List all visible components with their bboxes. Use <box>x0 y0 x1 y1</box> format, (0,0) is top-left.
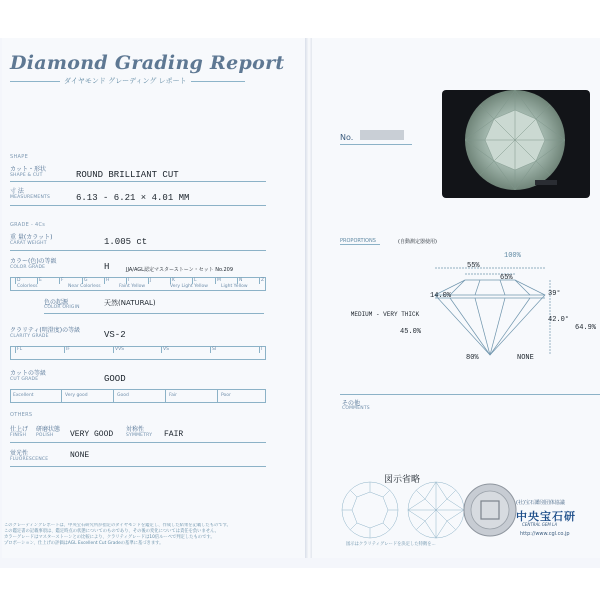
symmetry-value: FAIR <box>164 430 184 439</box>
fluorescence-value: NONE <box>70 451 90 460</box>
clarity-scale-grade-label: IF <box>66 347 70 352</box>
others-section-header: OTHERS <box>10 412 33 418</box>
symmetry-label-jp: 対称性 <box>126 426 145 433</box>
color-scale-range-label: Colorless <box>17 284 38 289</box>
cut-scale-label: Excellent <box>13 393 34 398</box>
symmetry-label-en: SYMMETRY <box>126 433 153 438</box>
shape-rule <box>10 181 266 182</box>
clarity-scale-tick <box>161 347 162 353</box>
clarity-value: VS-2 <box>104 330 126 340</box>
cut-scale-label: Fair <box>169 393 178 398</box>
finish-label-jp: 仕上げ <box>10 426 29 433</box>
lab-name-en: CENTRAL GEM LA <box>522 522 558 527</box>
clarity-scale-tick <box>113 347 114 353</box>
origin-label-jp: 色の起源 <box>44 299 69 306</box>
origin-value: 天然(NATURAL) <box>104 299 156 307</box>
color-scale-tick <box>104 278 105 284</box>
color-scale-grade-label: N <box>239 278 243 283</box>
finish-rule <box>10 442 266 443</box>
color-scale-tick <box>148 278 152 284</box>
fluorescence-label-jp: 蛍光性 <box>10 450 29 457</box>
report-number-label: No. <box>340 133 354 142</box>
cut-scale <box>10 389 266 403</box>
cut-scale-divider <box>113 390 114 402</box>
grade-section-header: GRADE - 4Cs <box>10 222 46 228</box>
color-scale-tick <box>215 278 216 284</box>
clarity-scale-grade-label: FL <box>17 347 23 352</box>
color-scale-grade-label: J <box>150 278 152 283</box>
clarity-scale-tick <box>64 347 65 353</box>
footnote-line: この鑑定書の記載事項は、鑑定時点の状態についてのものであり、その後の変化については責任を負いません。 <box>4 529 219 534</box>
finish-label-en: FINISH <box>10 433 27 438</box>
report-title: Diamond Grading Report <box>10 52 285 74</box>
cut-scale-divider <box>61 390 62 402</box>
origin-rule <box>44 313 264 314</box>
color-scale-range-label: Very Light Yellow <box>170 284 208 289</box>
proportions-rule <box>340 244 380 245</box>
color-scale-tick <box>259 278 260 284</box>
crown-height: 14.0% <box>430 292 452 300</box>
color-scale-tick <box>59 278 60 284</box>
clarity-label-en: CLARITY GRADE <box>10 334 49 339</box>
color-scale <box>10 277 266 291</box>
clarity-scale <box>10 346 266 360</box>
cut-scale-divider <box>217 390 218 402</box>
color-value: H <box>104 262 110 272</box>
culet-value: NONE <box>517 354 534 362</box>
fluorescence-rule <box>10 466 266 467</box>
diameter-pct: 100% <box>504 252 521 260</box>
crown-angle: 39° <box>548 290 561 298</box>
pavilion-angle: 42.0° <box>548 316 570 324</box>
cut-scale-label: Poor <box>221 393 231 398</box>
clarity-scale-tick <box>15 347 16 353</box>
footnote-line: このグレーディングレポートは、中央宝石研究所が指定のダイヤモンドを鑑定し、作成した結果を記載したものです。 <box>4 523 231 528</box>
diamond-photo <box>463 88 567 192</box>
lower-half-pct: 80% <box>466 354 479 362</box>
shape-label-jp: カット・形状 <box>10 166 46 173</box>
lab-name-jp: 中央宝石研 <box>516 510 576 523</box>
color-scale-grade-label: Z <box>261 278 265 283</box>
clarity-plot-diagrams <box>340 480 520 542</box>
measurements-label-jp: 寸 法 <box>10 188 24 195</box>
clarity-scale-tick <box>210 347 211 353</box>
color-scale-grade-label: E <box>39 278 42 283</box>
color-scale-grade-label: G <box>84 278 88 283</box>
pavilion-depth: 45.0% <box>400 328 422 336</box>
report-subtitle: ダイヤモンド グレーディング レポート <box>60 76 191 86</box>
diagram-omitted-label: 図示省略 <box>384 475 421 485</box>
comments-top-rule <box>340 394 600 395</box>
shape-label-en: SHAPE & CUT <box>10 173 43 178</box>
measurements-value: 6.13 - 6.21 × 4.01 MM <box>76 193 190 203</box>
color-scale-grade-label: M <box>217 278 221 283</box>
clarity-label-jp: クラリティ(明澄度)の等級 <box>10 327 81 334</box>
polish-value: VERY GOOD <box>70 430 114 439</box>
cut-label-en: CUT GRADE <box>10 377 39 382</box>
table-pct: 55% <box>467 262 480 270</box>
report-number-redacted <box>360 130 404 140</box>
polish-label-jp: 研磨状態 <box>36 426 61 433</box>
measurements-rule <box>10 205 266 206</box>
color-scale-range-label: Light Yellow <box>221 284 248 289</box>
shape-value: ROUND BRILLIANT CUT <box>76 170 179 180</box>
left-footnotes <box>4 523 299 547</box>
color-scale-grade-label: L <box>194 278 197 283</box>
proportions-label: PROPORTIONS <box>340 238 376 244</box>
cut-label-jp: カットの等級 <box>10 370 46 377</box>
cut-scale-divider <box>165 390 166 402</box>
number-rule <box>340 144 412 145</box>
color-label-en: COLOR GRADE <box>10 265 46 270</box>
crown-pct: 65% <box>500 274 513 282</box>
shape-section-header: SHAPE <box>10 154 29 160</box>
color-scale-range-label: Faint Yellow <box>119 284 146 289</box>
cut-scale-label: Very good <box>65 393 88 398</box>
clarity-scale-grade-label: VS <box>163 347 169 352</box>
total-depth: 64.9% <box>575 324 597 332</box>
comments-label-jp: その他 <box>342 400 361 407</box>
clarity-scale-grade-label: SI <box>212 347 217 352</box>
comments-label-en: COMMENTS <box>342 406 370 411</box>
color-scale-grade-label: K <box>172 278 175 283</box>
fluorescence-label-en: FLUORESCENCE <box>10 457 49 462</box>
footnote-line: プロポーション、仕上げの評価はAGL Excellent Cut Gradeの基準に基づきます。 <box>4 541 164 546</box>
color-scale-grade-label: F <box>61 278 64 283</box>
proportion-diagram <box>420 250 560 370</box>
measurements-label-en: MEASUREMENTS <box>10 195 51 200</box>
color-master-reference: JJA/AGL認定マスターストーン・セット No.209 <box>126 267 234 273</box>
footnote-line: カラーグレードはマスターストーンとの比較により、クラリティグレードは10倍ルーペで判定したものです。 <box>4 535 215 540</box>
clarity-scale-grade-label: VVS <box>115 347 125 352</box>
carat-rule <box>10 250 266 251</box>
color-scale-tick <box>15 278 16 284</box>
carat-label-jp: 重 量(カラット) <box>10 234 53 241</box>
right-footnote: 図示はクラリティグレードを決定した特徴を... <box>346 542 436 547</box>
lab-url: http://www.cgl.co.jp <box>520 531 570 537</box>
origin-label-en: COLOR ORIGIN <box>44 305 80 310</box>
color-scale-grade-label: I <box>128 278 130 283</box>
proportions-note: (自動測定器使用) <box>398 239 437 245</box>
carat-value: 1.005 ct <box>104 237 148 247</box>
carat-label-en: CARAT WEIGHT <box>10 241 47 246</box>
girdle-thickness: MEDIUM - VERY THICK <box>350 311 420 318</box>
clarity-scale-tick <box>259 347 263 353</box>
color-label-jp: カラー(色)の等級 <box>10 258 57 265</box>
color-scale-grade-label: H <box>106 278 110 283</box>
color-scale-grade-label: D <box>17 278 21 283</box>
cut-value: GOOD <box>104 374 126 384</box>
lab-association: (社)宝石鑑別団体協議 <box>516 500 565 506</box>
clarity-scale-grade-label: I <box>261 347 263 352</box>
polish-label-en: POLISH <box>36 433 54 438</box>
cut-scale-label: Good <box>117 393 129 398</box>
color-scale-range-label: Near Colorless <box>68 284 101 289</box>
